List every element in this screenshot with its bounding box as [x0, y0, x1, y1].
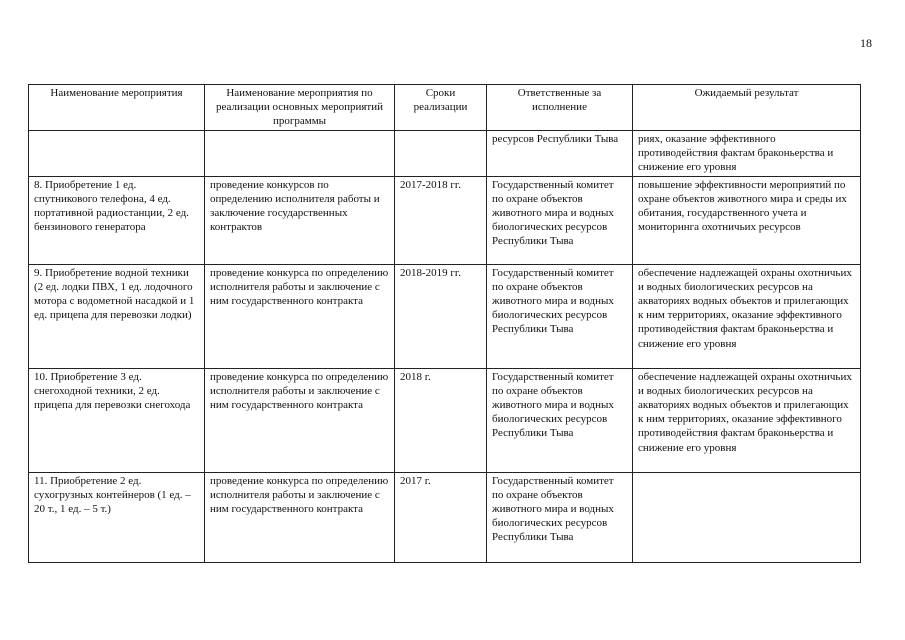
cell-period: 2018 г.	[395, 368, 487, 472]
cell-result: рияx, оказание эффективного противодействия фактам браконьерства и снижение его уровня	[633, 130, 861, 176]
table-row	[29, 472, 861, 562]
page-number: 18	[860, 36, 872, 50]
cell-period: 2017 г.	[395, 472, 487, 562]
cell-activity	[205, 130, 395, 176]
cell-name: 10. Приобретение 3 ед. снегоходной техники, 2 ед. прицепа для перевозки снегохода	[29, 368, 205, 472]
cell-responsible: ресурсов Республики Тыва	[487, 130, 633, 176]
cell-period	[395, 130, 487, 176]
cell-activity: проведение конкурса по определению исполнителя работы и заключение с ним государственного контракта	[205, 264, 395, 368]
header-measure-name: Наименование мероприятия	[29, 85, 205, 131]
table-row	[29, 176, 861, 264]
measures-table	[28, 84, 861, 563]
table-row	[29, 368, 861, 472]
cell-name: 8. Приобретение 1 ед. спутникового телефона, 4 ед. портативной радиостанции, 2 ед. бензинового генератора	[29, 176, 205, 264]
header-period: Сроки реализации	[395, 85, 487, 131]
cell-activity: проведение конкурса по определению исполнителя работы и заключение с ним государственного контракта	[205, 368, 395, 472]
table-row	[29, 130, 861, 176]
cell-responsible: Государственный комитет по охране объектов животного мира и водных биологических ресурсов Республики Тыва	[487, 176, 633, 264]
cell-result	[633, 472, 861, 562]
header-responsible: Ответственные за исполнение	[487, 85, 633, 131]
cell-result: обеспечение надлежащей охраны охотничьих и водных биологических ресурсов на акваториях водных объектов и прилегающих к ним территориях, оказание эффективного противодействия фактам браконьерства и снижение его уровня	[633, 368, 861, 472]
table-row	[29, 264, 861, 368]
header-result: Ожидаемый результат	[633, 85, 861, 131]
cell-result: обеспечение надлежащей охраны охотничьих и водных биологических ресурсов на акваториях водных объектов и прилегающих к ним территориях, оказание эффективного противодействия фактам браконьерства и снижение его уровня	[633, 264, 861, 368]
header-activity: Наименование мероприятия по реализации основных мероприятий программы	[205, 85, 395, 131]
cell-period: 2018-2019 гг.	[395, 264, 487, 368]
cell-activity: проведение конкурсов по определению исполнителя работы и заключение государственных контрактов	[205, 176, 395, 264]
cell-name: 11. Приобретение 2 ед. сухогрузных контейнеров (1 ед. – 20 т., 1 ед. – 5 т.)	[29, 472, 205, 562]
cell-period: 2017-2018 гг.	[395, 176, 487, 264]
cell-activity: проведение конкурса по определению исполнителя работы и заключение с ним государственного контракта	[205, 472, 395, 562]
cell-responsible: Государственный комитет по охране объектов животного мира и водных биологических ресурсов Республики Тыва	[487, 368, 633, 472]
cell-name: 9. Приобретение водной техники (2 ед. лодки ПВХ, 1 ед. лодочного мотора с водометной насадкой и 1 ед. прицепа для перевозки лодки)	[29, 264, 205, 368]
cell-name	[29, 130, 205, 176]
cell-result: повышение эффективности мероприятий по охране объектов животного мира и среды их обитания, государственного учета и мониторинга охотничьих ресурсов	[633, 176, 861, 264]
table-header-row	[29, 85, 861, 131]
cell-responsible: Государственный комитет по охране объектов животного мира и водных биологических ресурсов Республики Тыва	[487, 472, 633, 562]
cell-responsible: Государственный комитет по охране объектов животного мира и водных биологических ресурсов Республики Тыва	[487, 264, 633, 368]
